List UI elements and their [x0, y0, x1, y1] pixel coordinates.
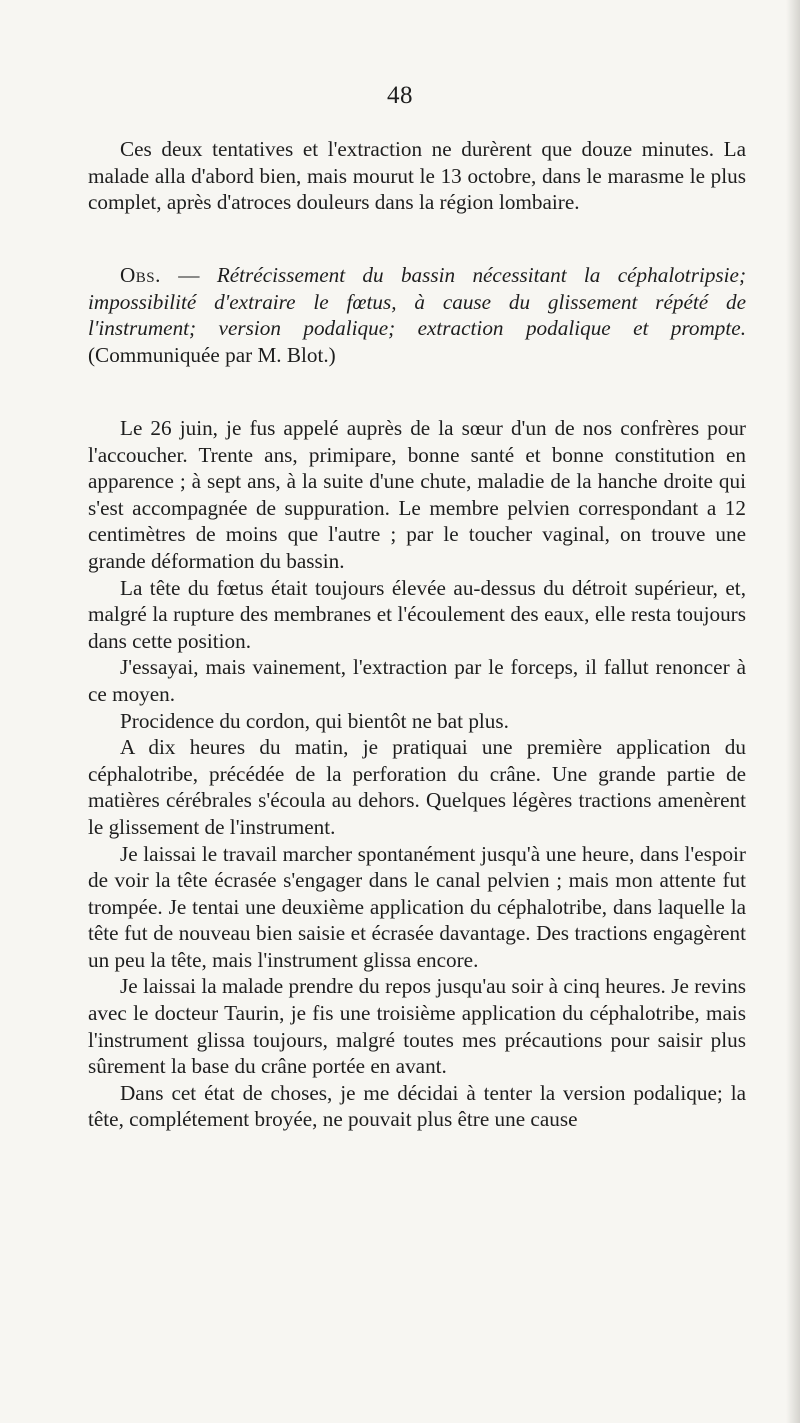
opening-paragraph-block — [88, 136, 746, 216]
observation-title: Rétrécissement du bassin nécessitant la céphalotripsie; impossibilité d'extraire le fœtus, à cause du glissement répété de l'instrument; version podalique; extraction podalique et prompte. — [88, 263, 747, 341]
paragraph: J'essayai, mais vainement, l'extraction par le forceps, il fallut renoncer à ce moyen. — [88, 655, 746, 706]
paragraph: La tête du fœtus était toujours élevée au-dessus du détroit supérieur, et, malgré la rupture des membranes et l'écoulement des eaux, elle resta toujours dans cette position. — [88, 575, 746, 653]
paragraph: Le 26 juin, je fus appelé auprès de la sœur d'un de nos confrères pour l'accoucher. Trente ans, primipare, bonne santé et bonne constitution en apparence ; à sept ans, à la suite d'une chute, maladie de la hanche droite qui s'est accompagnée de suppuration. Le membre pelvien correspondant a 12 centimètres de moins que l'autre ; par le toucher vaginal, on trouve une grande déformation du bassin. — [88, 416, 746, 573]
paragraph: Je laissai le travail marcher spontanément jusqu'à une heure, dans l'espoir de voir la tête écrasée s'engager dans le canal pelvien ; mais mon attente fut trompée. Je tentai une deuxième application du céphalotribe, dans laquelle la tête fut de nouveau bien saisie et écrasée davantage. Des tractions engagèrent un peu la tête, mais l'instrument glissa encore. — [88, 841, 746, 972]
observation-heading-block — [88, 262, 746, 368]
paragraph: Je laissai la malade prendre du repos jusqu'au soir à cinq heures. Je revins avec le docteur Taurin, je fis une troisième application du céphalotribe, mais l'instrument glissa toujours, malgré toutes mes précautions pour saisir plus sûrement la base du crâne portée en avant. — [88, 974, 746, 1079]
observation-dash: — — [160, 263, 217, 287]
paragraph: A dix heures du matin, je pratiquai une première application du céphalotribe, précédée de la perforation du crâne. Une grande partie de matières cérébrales s'écoula au dehors. Quelques légères tractions amenèrent le glissement de l'instrument. — [88, 735, 746, 839]
observation-body — [88, 415, 746, 1133]
paragraph: Dans cet état de choses, je me décidai à tenter la version podalique; la tête, complétement broyée, ne pouvait plus être une cause — [88, 1080, 746, 1132]
observation-label: Obs. — [120, 263, 161, 287]
observation-heading — [88, 262, 746, 368]
page-number: 48 — [387, 82, 413, 109]
page-edge-shadow — [786, 0, 800, 1423]
paragraph: Ces deux tentatives et l'extraction ne durèrent que douze minutes. La malade alla d'abord bien, mais mourut le 13 octobre, dans le marasme le plus complet, après d'atroces douleurs dans la région lombaire. — [88, 137, 746, 215]
observation-credit: (Communiquée par M. Blot.) — [88, 342, 336, 367]
paragraph: Procidence du cordon, qui bientôt ne bat plus. — [120, 708, 509, 733]
